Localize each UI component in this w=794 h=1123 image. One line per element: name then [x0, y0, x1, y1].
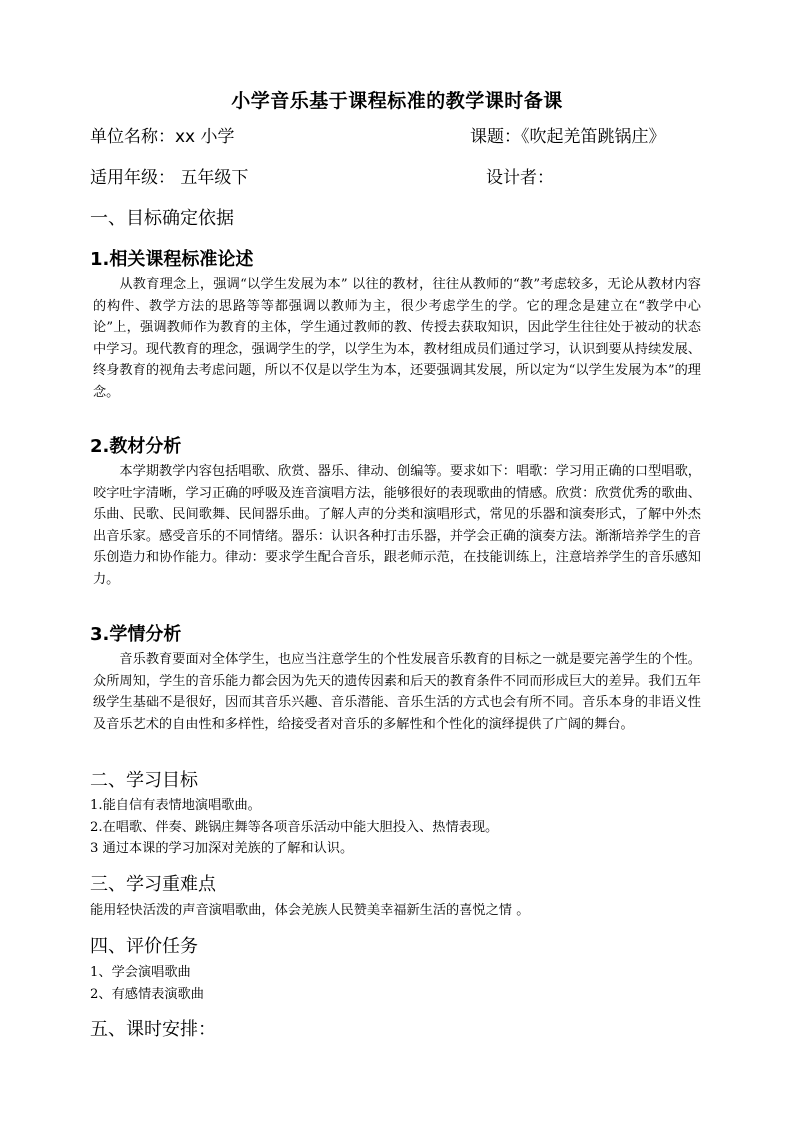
- goals-list: [90, 795, 710, 860]
- list-item: 1、学会演唱歌曲: [90, 965, 191, 980]
- section-heading-schedule: 五、课时安排：: [90, 1019, 216, 1040]
- section-heading-basis: 一、目标确定依据: [90, 208, 234, 229]
- list-item: 2.在唱歌、伴奏、跳锅庄舞等各项音乐活动中能大胆投入、热情表现。: [90, 819, 499, 835]
- lesson-topic: 课题：《吹起羌笛跳锅庄》: [470, 127, 666, 147]
- section-heading-key-points: 三、学习重难点: [90, 874, 216, 895]
- learner-analysis-text: 音乐教育要面对全体学生，也应当注意学生的个性发展音乐教育的目标之一就是要完善学生的个性。众所周知，学生的音乐能力都会因为先天的遗传因素和后天的教育条件不同而形成巨大的差异。我们五年级学生基础不是很好，因而其音乐兴趣、音乐潜能、音乐生活的方式也会有所不同。音乐本身的非语义性及音乐艺术的自由性和多样性，给接受者对音乐的多解性和个性化的演绎提供了广阔的舞台。: [93, 652, 701, 732]
- curriculum-standard-text: 从教育理念上，强调“以学生发展为本” 以往的教材，往往从教师的“教”考虑较多，无论从教材内容的构件、教学方法的思路等等都强调以教师为主，很少考虑学生的学。它的理念是建立在“教学中心论”上，强调教师作为教育的主体，学生通过教师的教、传授去获取知识，因此学生往往处于被动的状态中学习。现代教育的理念，强调学生的学，以学生为本，教材组成员们通过学习，认识到要从持续发展、终身教育的视角去考虑问题，所以不仅是以学生为本，还要强调其发展，所以定为“以学生发展为本”的理念。: [93, 277, 701, 400]
- subheading-textbook-analysis: 2.教材分析: [90, 436, 182, 457]
- section-heading-goals: 二、学习目标: [90, 770, 198, 791]
- evaluation-list: [90, 962, 710, 1005]
- page-title: 小学音乐基于课程标准的教学课时备课: [231, 90, 563, 112]
- textbook-analysis-text: 本学期教学内容包括唱歌、欣赏、器乐、律动、创编等。要求如下：唱歌：学习用正确的口型唱歌，咬字吐字清晰，学习正确的呼吸及连音演唱方法，能够很好的表现歌曲的情感。欣赏：欣赏优秀的歌曲、乐曲、民歌、民间歌舞、民间器乐曲。了解人声的分类和演唱形式，常见的乐器和演奏形式，了解中外杰出音乐家。感受音乐的不同情绪。器乐：认识各种打击乐器，并学会正确的演奏方法。渐渐培养学生的音乐创造力和协作能力。律动：要求学生配合音乐，跟老师示范，在技能训练上，注意培养学生的音乐感知力。: [93, 464, 701, 587]
- list-item: 3 通过本课的学习加深对羌族的了解和认识。: [90, 841, 354, 857]
- section-heading-evaluation: 四、评价任务: [90, 936, 198, 957]
- subheading-curriculum-standard: 1.相关课程标准论述: [90, 249, 254, 270]
- key-points-text: 能用轻快活泼的声音演唱歌曲，体会羌族人民赞美幸福新生活的喜悦之情 。: [90, 903, 530, 918]
- list-item: 2、有感情表演歌曲: [90, 986, 204, 1002]
- subheading-learner-analysis: 3.学情分析: [90, 624, 182, 645]
- grade-level: 适用年级： 五年级下: [90, 168, 249, 188]
- designer: 设计者：: [486, 168, 554, 188]
- list-item: 1.能自信有表情地演唱歌曲。: [90, 798, 261, 813]
- unit-name: 单位名称：xx 小学: [90, 127, 235, 147]
